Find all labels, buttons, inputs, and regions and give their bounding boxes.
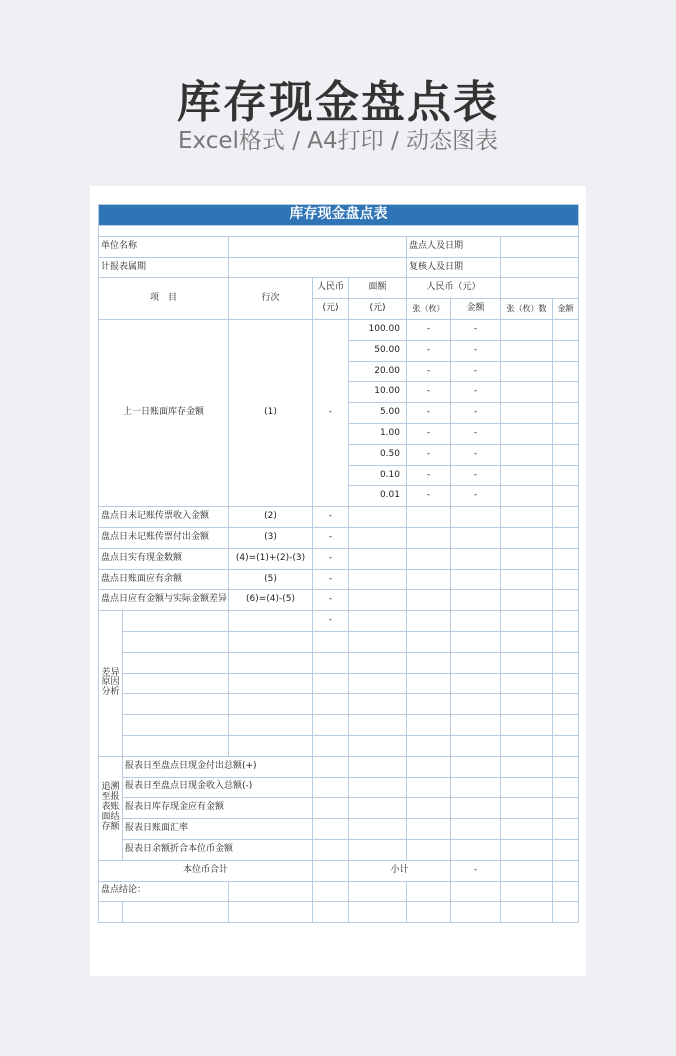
trace-row-label: 报表日至盘点日现金收入总额(-)	[123, 777, 313, 798]
header-rmb-group: 人民币（元）	[407, 278, 501, 299]
counter-cell[interactable]	[501, 236, 579, 257]
header-item: 项 目	[99, 278, 229, 320]
total-label: 本位币合计	[99, 860, 313, 881]
amount-cell[interactable]: -	[451, 444, 501, 465]
row-value[interactable]: -	[313, 569, 349, 590]
subtotal-label: 小计	[349, 860, 451, 881]
header-yuan: (元)	[313, 299, 349, 320]
denom-cell: 100.00	[349, 319, 407, 340]
sheet-title: 库存现金盘点表	[99, 205, 579, 226]
header-face: 面额	[349, 278, 407, 299]
amount-cell[interactable]: -	[451, 340, 501, 361]
count-cell[interactable]: -	[407, 382, 451, 403]
row-label: 盘点日账面应有余额	[99, 569, 229, 590]
denom-cell: 5.00	[349, 403, 407, 424]
diff-analysis-label: 差异原因分析	[99, 611, 123, 757]
trace-row-label: 报表日库存现金应有金额	[123, 798, 313, 819]
count-cell[interactable]: -	[407, 361, 451, 382]
counter-label: 盘点人及日期	[407, 236, 501, 257]
row-value[interactable]: -	[313, 548, 349, 569]
denom-cell: 50.00	[349, 340, 407, 361]
count-cell[interactable]: -	[407, 423, 451, 444]
prev-day-value[interactable]: -	[313, 319, 349, 506]
row-value[interactable]: -	[313, 527, 349, 548]
row-value[interactable]: -	[313, 507, 349, 528]
amount-cell[interactable]: -	[451, 465, 501, 486]
amount-cell[interactable]: -	[451, 382, 501, 403]
page-subtitle: Excel格式 / A4打印 / 动态图表	[177, 128, 499, 154]
trace-row-label: 报表日账面汇率	[123, 819, 313, 840]
reviewer-label: 复核人及日期	[407, 257, 501, 278]
prev-day-label: 上一日账面库存金额	[99, 319, 229, 506]
row-line: (6)=(4)-(5)	[229, 590, 313, 611]
unit-name-cell[interactable]	[229, 236, 407, 257]
conclusion-label: 盘点结论：	[99, 881, 229, 902]
count-cell[interactable]: -	[407, 319, 451, 340]
period-cell[interactable]	[229, 257, 407, 278]
denom-cell: 0.50	[349, 444, 407, 465]
row-label: 盘点日应有金额与实际金额差异	[99, 590, 229, 611]
denom-cell: 0.10	[349, 465, 407, 486]
header-count: 张（枚）	[407, 299, 451, 320]
trace-row-label: 报表日至盘点日现金付出总额(+)	[123, 756, 313, 777]
reviewer-cell[interactable]	[501, 257, 579, 278]
cash-count-table	[98, 204, 579, 923]
header-count2: 张（枚）数	[501, 299, 553, 320]
count-cell[interactable]: -	[407, 340, 451, 361]
row-label: 盘点日未记账传票付出金额	[99, 527, 229, 548]
spreadsheet-preview	[90, 186, 586, 976]
diff-value[interactable]: -	[313, 611, 349, 632]
header-amount: 金额	[451, 299, 501, 320]
period-label: 计报表属期	[99, 257, 229, 278]
row-line: (4)=(1)+(2)-(3)	[229, 548, 313, 569]
denom-cell: 20.00	[349, 361, 407, 382]
count-cell[interactable]: -	[407, 403, 451, 424]
trace-row-label: 报表日余额折合本位币金额	[123, 839, 313, 860]
header-rmb: 人民币	[313, 278, 349, 299]
row-label: 盘点日未记账传票收入金额	[99, 507, 229, 528]
row-line: (5)	[229, 569, 313, 590]
page-title: 库存现金盘点表	[177, 77, 499, 128]
count-cell[interactable]: -	[407, 486, 451, 507]
denom-cell: 10.00	[349, 382, 407, 403]
amount-cell[interactable]: -	[451, 486, 501, 507]
header-amount2: 金额	[553, 299, 579, 320]
row-label: 盘点日实有现金数额	[99, 548, 229, 569]
unit-name-label: 单位名称	[99, 236, 229, 257]
amount-cell[interactable]: -	[451, 319, 501, 340]
denom-cell: 0.01	[349, 486, 407, 507]
trace-label: 追溯至报表账面结存额	[99, 756, 123, 860]
prev-day-line: (1)	[229, 319, 313, 506]
count-cell[interactable]: -	[407, 444, 451, 465]
amount-cell[interactable]: -	[451, 403, 501, 424]
amount-cell[interactable]: -	[451, 423, 501, 444]
count-cell[interactable]: -	[407, 465, 451, 486]
denom-cell: 1.00	[349, 423, 407, 444]
row-line: (2)	[229, 507, 313, 528]
header-line: 行次	[229, 278, 313, 320]
header-face-unit: (元)	[349, 299, 407, 320]
row-value[interactable]: -	[313, 590, 349, 611]
amount-cell[interactable]: -	[451, 361, 501, 382]
subtotal-value[interactable]: -	[451, 860, 501, 881]
row-line: (3)	[229, 527, 313, 548]
